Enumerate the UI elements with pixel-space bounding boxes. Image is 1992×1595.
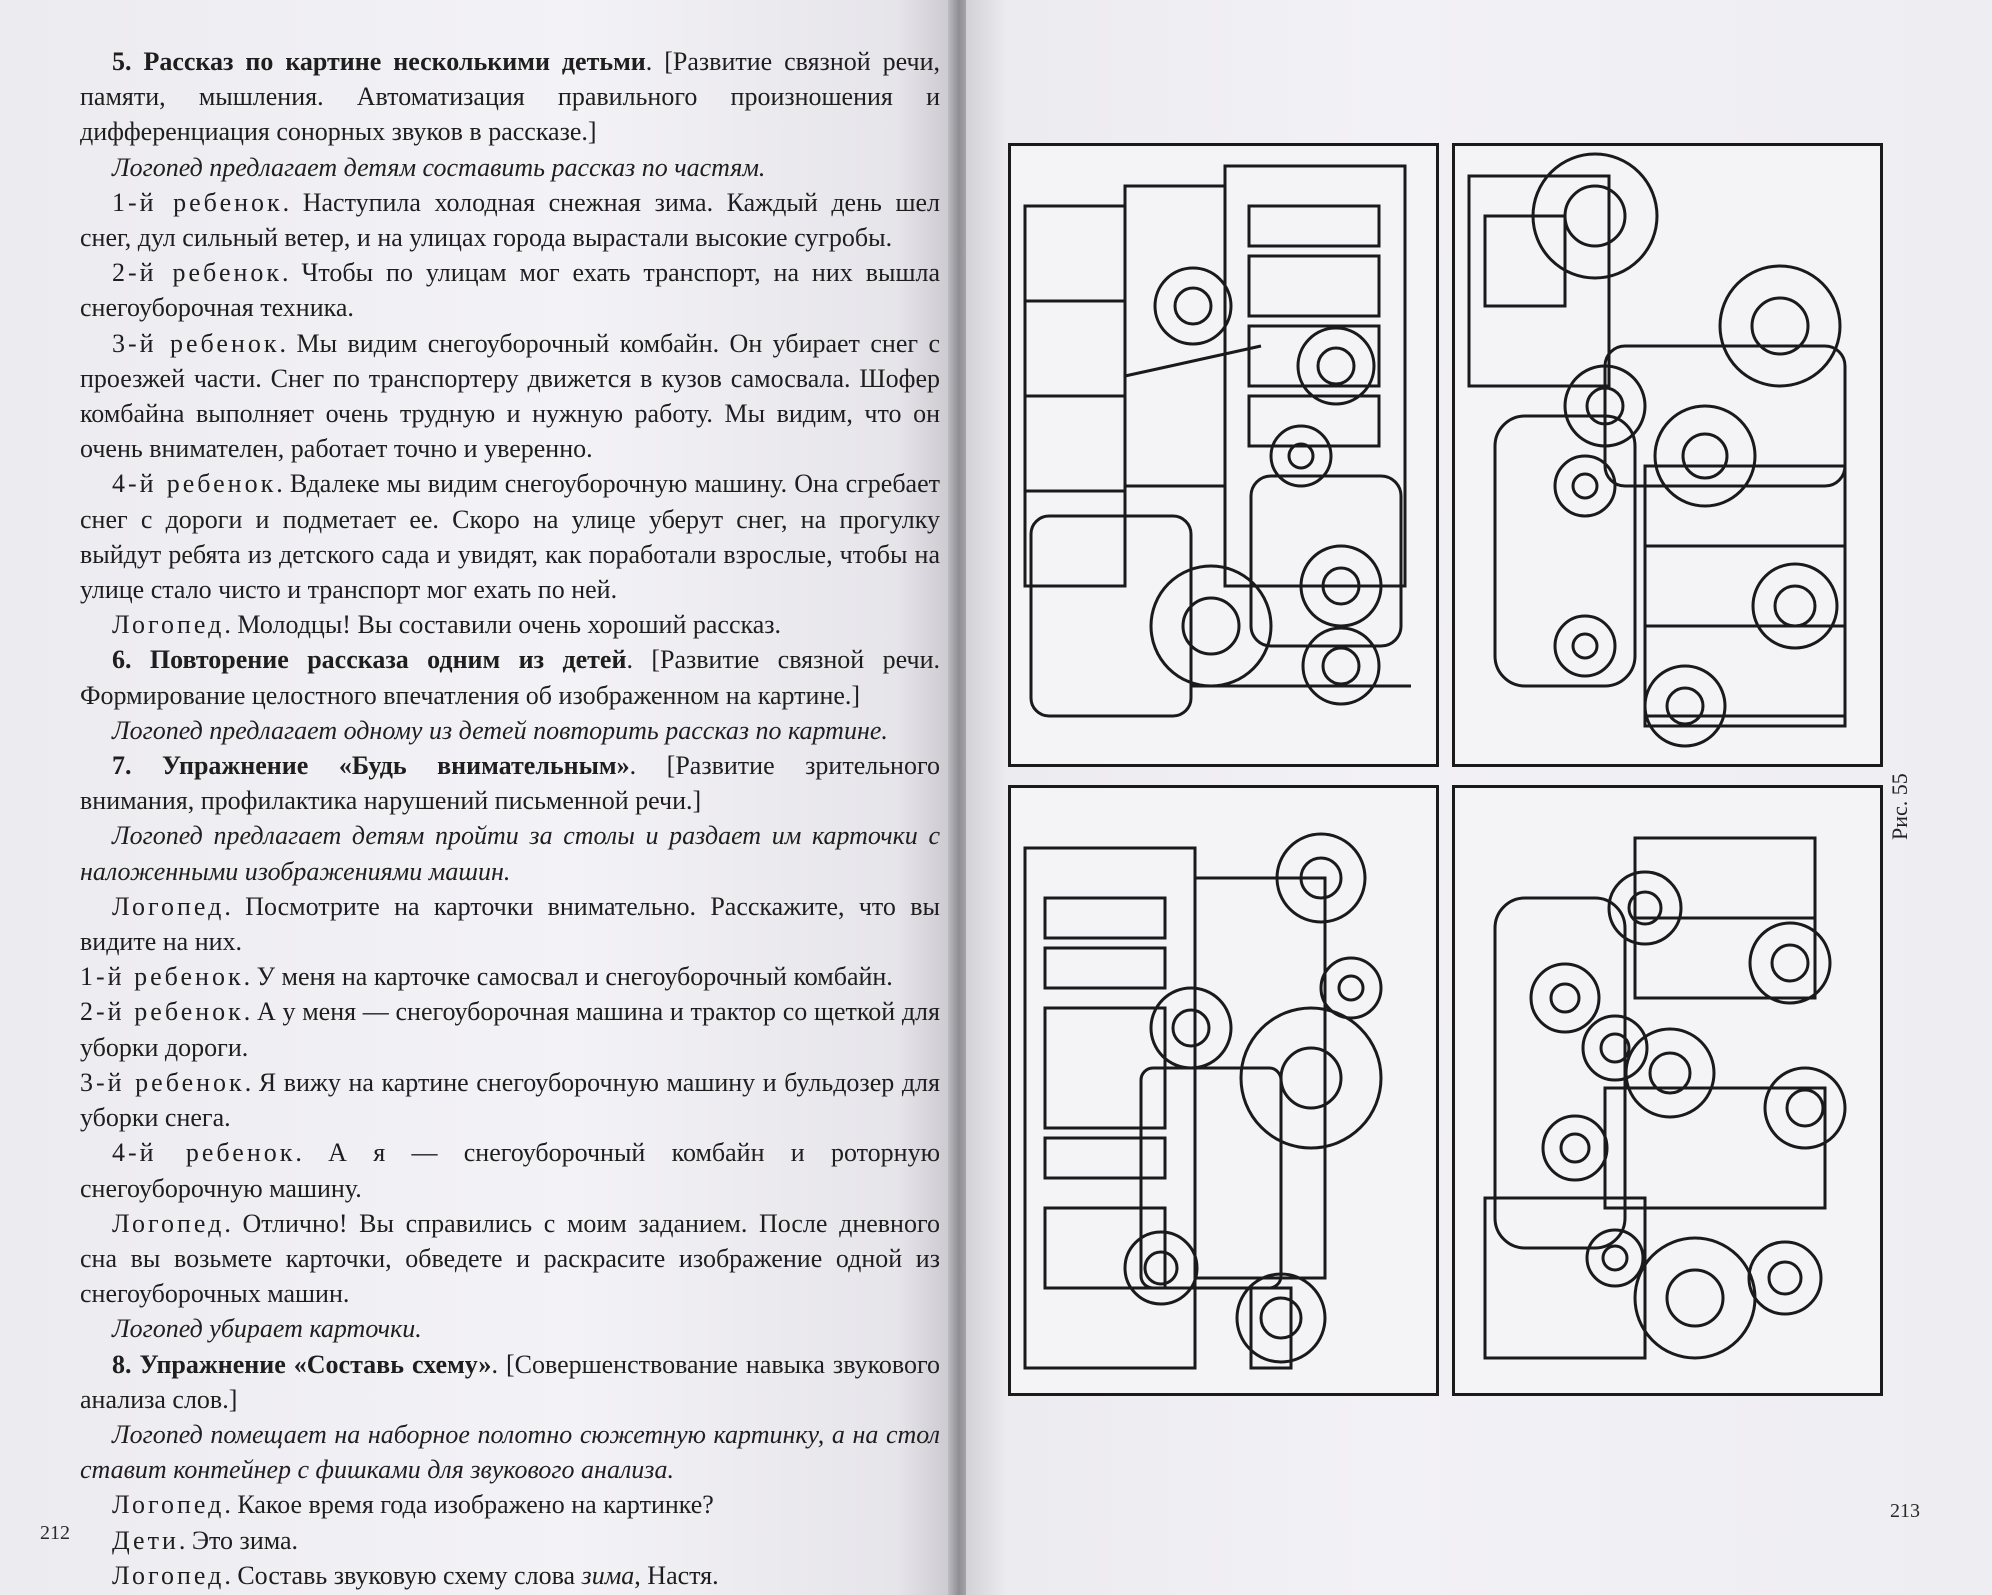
figure-card-3: [1008, 785, 1439, 1396]
paragraph-text: Дети: [112, 1525, 179, 1555]
page-number-right: 213: [1890, 1500, 1920, 1522]
paragraph-p10: [80, 748, 940, 818]
paragraph-text: . Чтобы по улицам мог ехать транспорт, на них вышла снегоуборочная техника.: [80, 258, 940, 323]
paragraph-text: . А я — снегоуборочный комбайн и роторную снегоуборочную машину.: [80, 1138, 940, 1203]
paragraph-text: Логопед предлагает одному из детей повторить рассказ по картине.: [112, 715, 888, 745]
paragraph-text: . Я вижу на картине снегоуборочную машину и бульдозер для уборки снега.: [80, 1067, 940, 1133]
paragraph-text: . Наступила холодная снежная зима. Каждый день шел снег, дул сильный ветер, и на улицах города вырастали высокие сугробы.: [80, 187, 940, 253]
paragraph-text: Логопед помещает на наборное полотно сюжетную картинку, а на стол ставит контейнер с фишками для звукового анализа.: [80, 1419, 940, 1485]
paragraph-text: 3-й ребенок: [112, 328, 280, 358]
paragraph-text: 4-й ребенок: [112, 469, 277, 499]
paragraph-text: . [Совершенствование навыка звукового анализа слов.]: [80, 1349, 941, 1414]
paragraph-text: . [Развитие зрительного внимания, профилактика нарушений письменной речи.]: [80, 751, 940, 816]
overlaid-vehicles-illustration: [1011, 788, 1436, 1393]
paragraph-text: . [Развитие связной речи. Формирование целостного впечатления об изображенном на картине.]: [80, 645, 940, 710]
paragraph-p5: [80, 326, 940, 467]
figure-card-1: [1008, 143, 1439, 767]
paragraph-text: зима: [581, 1560, 635, 1590]
figure-caption: Рис. 55: [1887, 773, 1912, 840]
paragraph-text: 6. Повторение рассказа одним из детей: [112, 645, 627, 675]
paragraph-p8: [80, 642, 940, 712]
paragraph-p7: [80, 607, 940, 642]
paragraph-p3: [80, 185, 940, 255]
paragraph-text: . А у меня — снегоуборочная машина и трактор со щеткой для уборки дороги.: [80, 997, 940, 1062]
paragraph-p4: [80, 255, 940, 325]
figure-card-4: [1452, 785, 1883, 1396]
left-page-text: [80, 44, 940, 1593]
paragraph-text: Логопед: [112, 891, 225, 921]
paragraph-text: . [Развитие связной речи, памяти, мышления. Автоматизация правильного произношения и дифференциация сонорных звуков в рассказе.]: [80, 47, 940, 147]
paragraph-p11: [80, 818, 940, 888]
paragraph-p12: [80, 889, 940, 959]
paragraph-text: . Мы видим снегоуборочный комбайн. Он убирает снег с проезжей части. Снег по транспортеру движется в кузов самосвала. Шофер комбайна выполняет очень трудную и нужную работу. Мы видим, что он очень внимателен, работает точно и уверенно.: [80, 328, 940, 464]
paragraph-p9: [80, 713, 940, 748]
page-number-left: 212: [40, 1522, 70, 1544]
paragraph-text: 7. Упражнение «Будь внимательным»: [112, 751, 630, 781]
paragraph-text: , Настя.: [634, 1560, 719, 1590]
paragraph-p18: [80, 1311, 940, 1346]
paragraph-text: 5. Рассказ по картине несколькими детьми: [112, 47, 646, 76]
paragraph-text: . Молодцы! Вы составили очень хороший рассказ.: [224, 610, 782, 640]
paragraph-p15: [80, 1065, 940, 1135]
paragraph-text: . Составь звуковую схему слова: [224, 1560, 582, 1590]
paragraph-p1: [80, 44, 940, 150]
paragraph-p17: [80, 1206, 940, 1312]
paragraph-p16: [80, 1135, 940, 1205]
paragraph-p21: [80, 1487, 940, 1522]
paragraph-text: 2-й ребенок: [112, 258, 283, 288]
paragraph-p23: [80, 1558, 940, 1593]
figure-card-2: [1452, 143, 1883, 767]
paragraph-text: 1-й ребенок: [80, 962, 244, 992]
paragraph-text: . Посмотрите на карточки внимательно. Расскажите, что вы видите на них.: [80, 891, 940, 957]
paragraph-text: . Отлично! Вы справились с моим заданием. После дневного сна вы возьмете карточки, обведете и раскрасите изображение одной из снегоуборочных машин.: [80, 1208, 940, 1309]
left-page: [0, 0, 955, 1595]
paragraph-text: Логопед убирает карточки.: [112, 1314, 422, 1344]
paragraph-p22: [80, 1523, 940, 1558]
paragraph-text: Логопед: [112, 1208, 225, 1238]
paragraph-text: . Это зима.: [178, 1525, 299, 1555]
paragraph-p13: [80, 959, 940, 994]
paragraph-text: 3-й ребенок: [80, 1067, 245, 1097]
paragraph-text: 4-й ребенок: [112, 1138, 296, 1168]
paragraph-p6: [80, 466, 940, 607]
paragraph-text: Логопед: [112, 1560, 225, 1590]
paragraph-text: . У меня на карточке самосвал и снегоуборочный комбайн.: [243, 962, 893, 992]
paragraph-p2: [80, 150, 940, 185]
paragraph-text: 8. Упражнение «Составь схему»: [112, 1349, 492, 1379]
paragraph-p20: [80, 1417, 940, 1487]
paragraph-text: 1-й ребенок: [112, 187, 283, 217]
paragraph-text: Логопед: [112, 610, 225, 640]
paragraph-text: 2-й ребенок: [80, 997, 244, 1027]
paragraph-p19: [80, 1347, 940, 1417]
paragraph-text: Логопед предлагает детям составить рассказ по частям.: [112, 152, 766, 182]
paragraph-text: . Какое время года изображено на картинке?: [224, 1490, 714, 1520]
paragraph-text: Логопед: [112, 1490, 225, 1520]
overlaid-vehicles-illustration: [1455, 788, 1880, 1393]
paragraph-text: Логопед предлагает детям пройти за столы и раздает им карточки с наложенными изображениями машин.: [80, 821, 940, 886]
paragraph-p14: [80, 994, 940, 1064]
overlaid-vehicles-illustration: [1455, 146, 1880, 764]
overlaid-vehicles-illustration: [1011, 146, 1436, 764]
paragraph-text: . Вдалеке мы видим снегоуборочную машину. Она сгребает снег с дороги и подметает ее. Скоро на улице уберут снег, на прогулку выйдут ребята из детского сада и увидят, как поработали взрослые, чтобы на улице стало чисто и транспорт мог ехать по ней.: [80, 469, 940, 605]
